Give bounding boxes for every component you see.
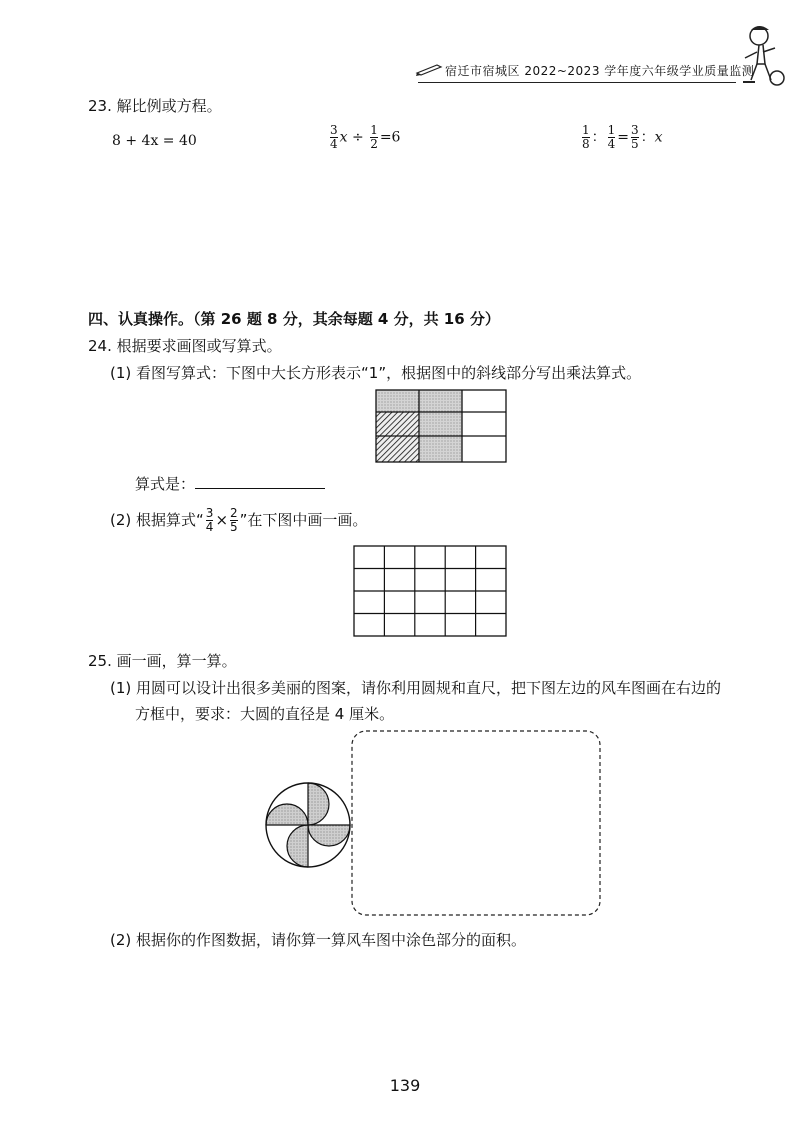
- q24-answer: [135, 474, 325, 494]
- answer-label: 算式是：: [135, 475, 196, 493]
- part2-prefix: (2) 根据算式“: [110, 511, 204, 529]
- header-title: 宿迁市宿城区 2022~2023 学年度六年级学业质量监测: [445, 64, 755, 78]
- grid1-cell-hatched: [376, 436, 419, 462]
- q24-label: 24. 根据要求画图或写算式。: [88, 337, 282, 355]
- q23-eq3: [580, 124, 663, 151]
- q23-eq2: [328, 124, 400, 151]
- eq2-frac2-num: 1: [370, 123, 378, 137]
- windmill-blade: [287, 825, 308, 867]
- part2-frac1-den: 4: [205, 520, 214, 534]
- eq2-frac2-den: 2: [370, 137, 378, 151]
- eq2-frac2: [370, 124, 378, 151]
- part2-frac1: [206, 507, 214, 534]
- eq3-colon1: ：: [591, 129, 606, 146]
- answer-blank[interactable]: [195, 474, 325, 489]
- eq3-b-num: 1: [607, 123, 616, 137]
- eq3-frac-b: [608, 124, 616, 151]
- q24-part1: (1) 看图写算式：下图中大长方形表示“1”，根据图中的斜线部分写出乘法算式。: [110, 364, 642, 382]
- grid1-cell-shaded: [419, 412, 462, 436]
- mascot-icon: [737, 22, 789, 90]
- q25-part1-line1: (1) 用圆可以设计出很多美丽的图案，请你利用圆规和直尺，把下图左边的风车图画在右边的: [110, 679, 722, 697]
- windmill-figure: [263, 780, 353, 870]
- eq3-c-den: 5: [631, 137, 639, 151]
- q23-eq1: 8 + 4x = 40: [112, 133, 197, 149]
- q25-part2: (2) 根据你的作图数据，请你算一算风车图中涂色部分的面积。: [110, 931, 527, 949]
- drawing-box[interactable]: [350, 729, 602, 917]
- eq3-a-den: 8: [582, 137, 590, 151]
- q24-grid2[interactable]: [353, 545, 508, 638]
- part2-frac2: [230, 507, 238, 534]
- eq3-colon2: ：: [640, 129, 655, 146]
- part2-frac1-num: 3: [205, 506, 214, 520]
- q24-part2: [110, 507, 367, 534]
- q23-label: 23. 解比例或方程。: [88, 97, 222, 115]
- header-rule: [418, 82, 736, 83]
- grid1-cell-shaded: [376, 390, 419, 412]
- grid1-cell-shaded: [419, 436, 462, 462]
- eq3-frac-a: [582, 124, 590, 151]
- part2-frac2-den: 5: [230, 520, 238, 534]
- eq3-b-den: 4: [607, 137, 616, 151]
- page-number: 139: [389, 1076, 421, 1095]
- eq3-frac-c: [631, 124, 639, 151]
- eq2-var: x: [339, 129, 348, 146]
- q25-part1-line2: 方框中，要求：大圆的直径是 4 厘米。: [135, 705, 395, 723]
- windmill-blade: [266, 804, 308, 825]
- part2-times: ×: [215, 511, 229, 529]
- windmill-blade: [308, 783, 329, 825]
- header-bar: [415, 60, 755, 82]
- eq3-a-num: 1: [582, 123, 590, 137]
- eq3-eq: =: [617, 129, 630, 146]
- pencil-icon: [415, 63, 443, 77]
- windmill-blade: [308, 825, 350, 846]
- grid1-cell-hatched: [376, 412, 419, 436]
- part2-suffix: ”在下图中画一画。: [239, 511, 368, 529]
- eq2-frac1-num: 3: [330, 123, 338, 137]
- eq2-frac1: [330, 124, 338, 151]
- q24-grid1: [375, 389, 507, 463]
- part2-frac2-num: 2: [230, 506, 238, 520]
- eq3-c-num: 3: [631, 123, 639, 137]
- q25-label: 25. 画一画，算一算。: [88, 652, 237, 670]
- eq2-rhs: =6: [379, 129, 401, 146]
- eq2-op: ÷: [352, 129, 364, 146]
- section4-title: 四、认真操作。（第 26 题 8 分，其余每题 4 分，共 16 分）: [88, 310, 500, 328]
- eq2-frac1-den: 4: [330, 137, 338, 151]
- eq3-var: x: [654, 129, 663, 146]
- grid1-cell-shaded: [419, 390, 462, 412]
